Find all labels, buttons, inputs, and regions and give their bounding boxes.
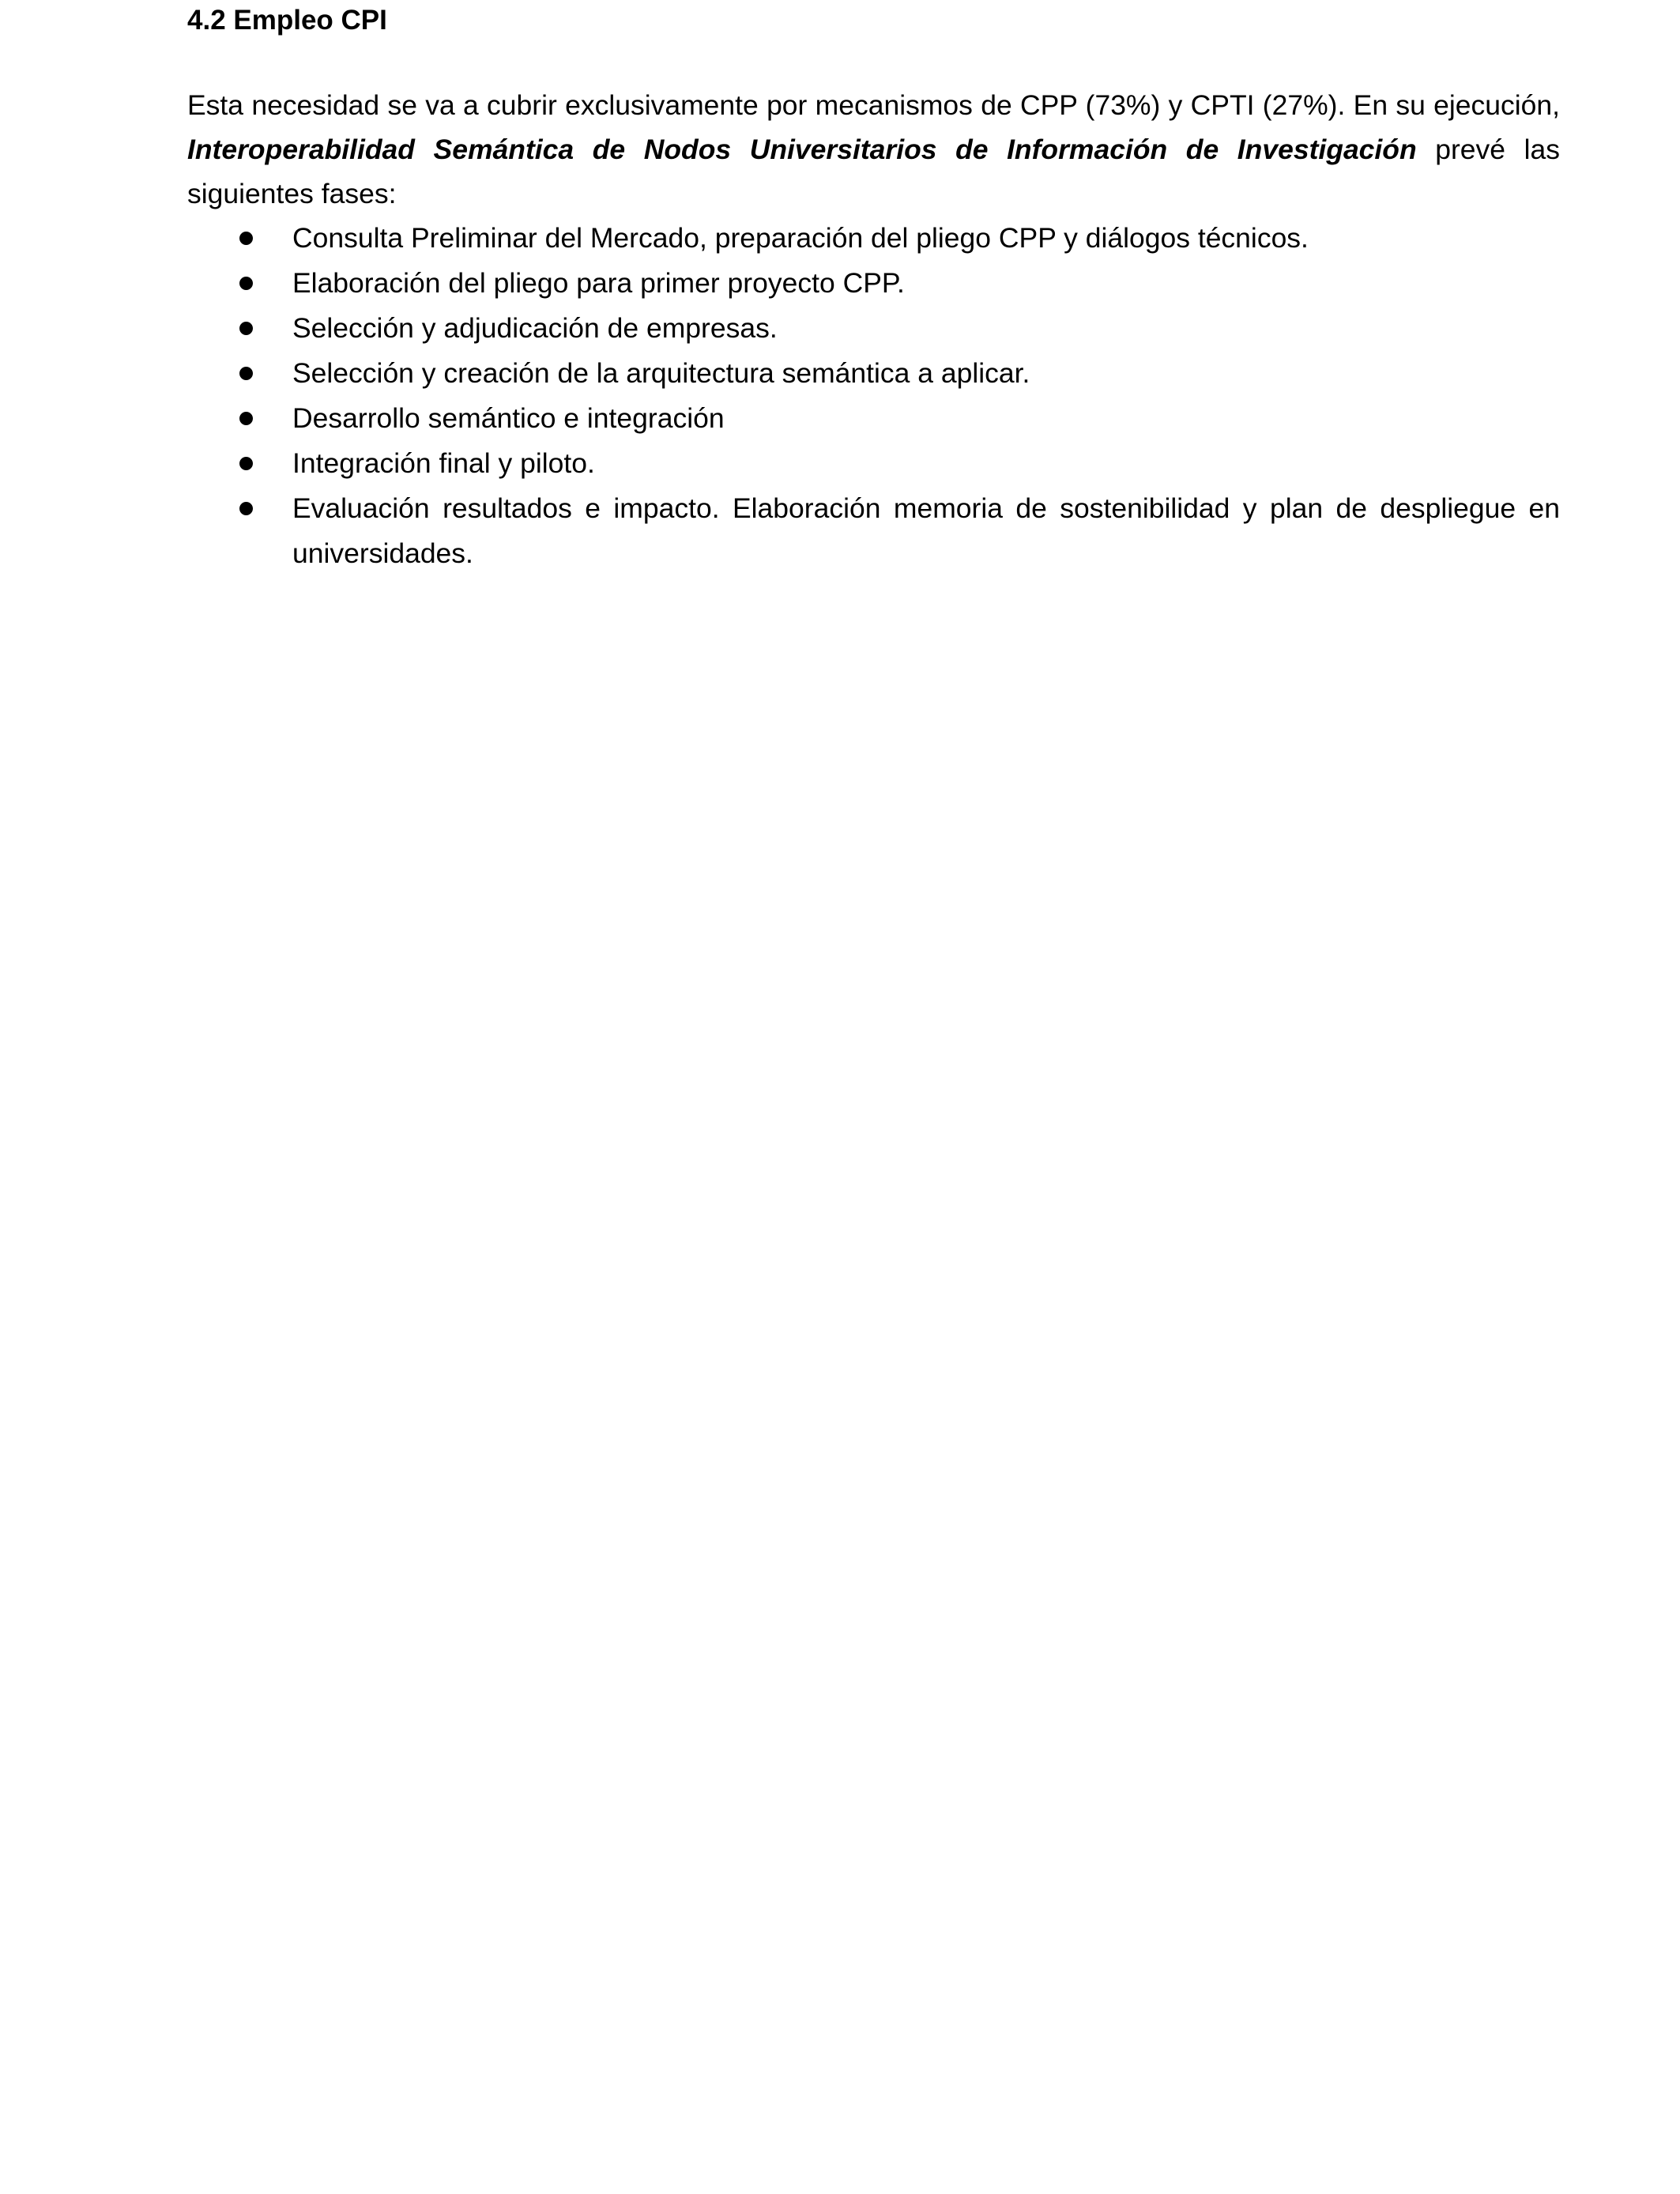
phase-text: Desarrollo semántico e integración xyxy=(292,402,725,434)
intro-text-before: Esta necesidad se va a cubrir exclusivamente por mecanismos de CPP (73%) y CPTI (27%). En su ejecución, xyxy=(187,89,1560,121)
list-item xyxy=(187,306,1560,351)
phase-text: Elaboración del pliego para primer proyecto CPP. xyxy=(292,267,905,299)
list-item xyxy=(187,486,1560,576)
project-name: Interoperabilidad Semántica de Nodos Universitarios de Información de Investigación xyxy=(187,134,1417,165)
phase-list xyxy=(187,216,1560,576)
phase-text: Integración final y piloto. xyxy=(292,447,595,479)
bullet-icon xyxy=(239,502,253,515)
phase-text: Selección y adjudicación de empresas. xyxy=(292,312,778,344)
list-item xyxy=(187,441,1560,486)
bullet-icon xyxy=(239,367,253,380)
intro-paragraph xyxy=(187,83,1560,216)
phase-text: Selección y creación de la arquitectura semántica a aplicar. xyxy=(292,357,1030,389)
bullet-icon xyxy=(239,277,253,290)
bullet-icon xyxy=(239,232,253,245)
bullet-icon xyxy=(239,412,253,425)
list-item xyxy=(187,351,1560,396)
bullet-icon xyxy=(239,457,253,470)
intro-text-after: prevé las siguientes fases: xyxy=(187,134,1560,209)
phase-text: Evaluación resultados e impacto. Elaboración memoria de sostenibilidad y plan de despliegue en universidades. xyxy=(292,492,1560,569)
phase-text: Consulta Preliminar del Mercado, preparación del pliego CPP y diálogos técnicos. xyxy=(292,222,1309,254)
page-content xyxy=(187,0,1560,576)
list-item xyxy=(187,396,1560,441)
list-item xyxy=(187,261,1560,306)
bullet-icon xyxy=(239,322,253,335)
list-item xyxy=(187,216,1560,261)
section-heading: 4.2 Empleo CPI xyxy=(187,5,387,36)
